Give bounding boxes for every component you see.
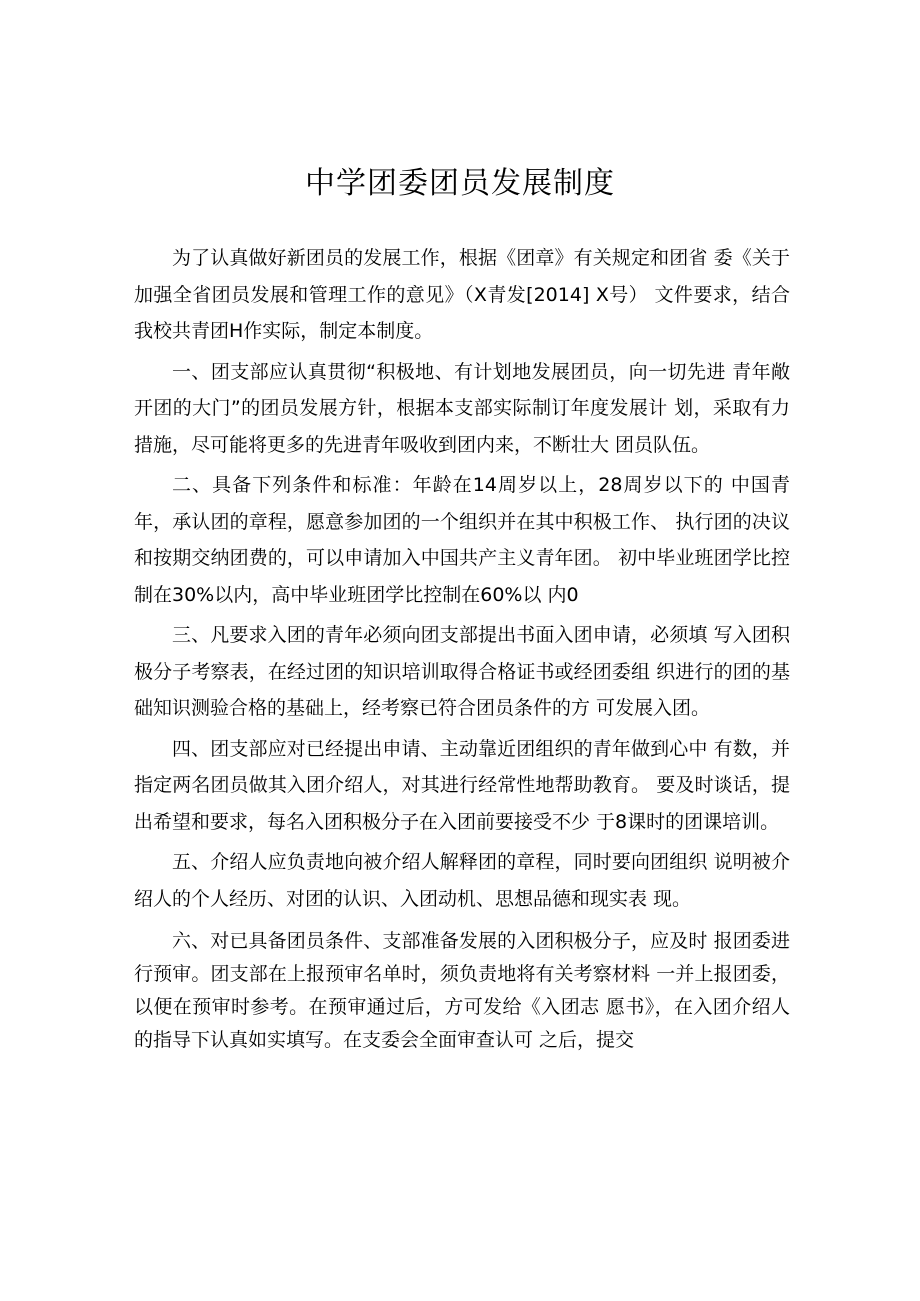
paragraph-article-1: 一、团支部应认真贯彻“积极地、有计划地发展团员，向一切先进 青年敞开团的大门”的团员发展方针，根据本支部实际制订年度发展计 划，采取有力措施，尽可能将更多的先进青年吸收到团内来，不断壮大 团员队伍。 <box>134 360 790 456</box>
document-title: 中学团委团员发展制度 <box>305 166 615 201</box>
document-body <box>134 240 790 1057</box>
paragraph-article-4: 四、团支部应对已经提出申请、主动靠近团组织的青年做到心中 有数，并指定两名团员做其入团介绍人，对其进行经常性地帮助教育。 要及时谈话，提出希望和要求，每名入团积极分子在入团前要接受不少 于8课时的团课培训。 <box>134 737 790 833</box>
paragraph-article-3: 三、凡要求入团的青年必须向团支部提出书面入团申请，必须填 写入团积极分子考察表，在经过团的知识培训取得合格证书或经团委组 织进行的团的基础知识测验合格的基础上，经考察已符合团员条件的方 可发展入团。 <box>134 624 790 719</box>
paragraph-article-2: 二、具备下列条件和标准：年龄在14周岁以上，28周岁以下的 中国青年，承认团的章程，愿意参加团的一个组织并在其中积极工作、 执行团的决议和按期交纳团费的，可以申请加入中国共产主义青年团。 初中毕业班团学比控制在30%以内，高中毕业班团学比控制在60%以 内0 <box>134 474 790 606</box>
paragraph-intro: 为了认真做好新团员的发展工作，根据《团章》有关规定和团省 委《关于加强全省团员发展和管理工作的意见》（X青发[2014] X号） 文件要求，结合我校共青团H作实际，制定本制度。 <box>134 247 790 342</box>
paragraph-article-5: 五、介绍人应负责地向被介绍人解释团的章程，同时要向团组织 说明被介绍人的个人经历、对团的认识、入团动机、思想品德和现实表 现。 <box>134 851 790 910</box>
paragraph-article-6: 六、对已具备团员条件、支部准备发展的入团积极分子，应及时 报团委进行预审。团支部在上报预审名单时，须负责地将有关考察材料 一并上报团委，以便在预审时参考。在预审通过后，方可发给《入团志 愿书》，在入团介绍人的指导下认真如实填写。在支委会全面审查认可 之后，提交 <box>134 930 790 1051</box>
